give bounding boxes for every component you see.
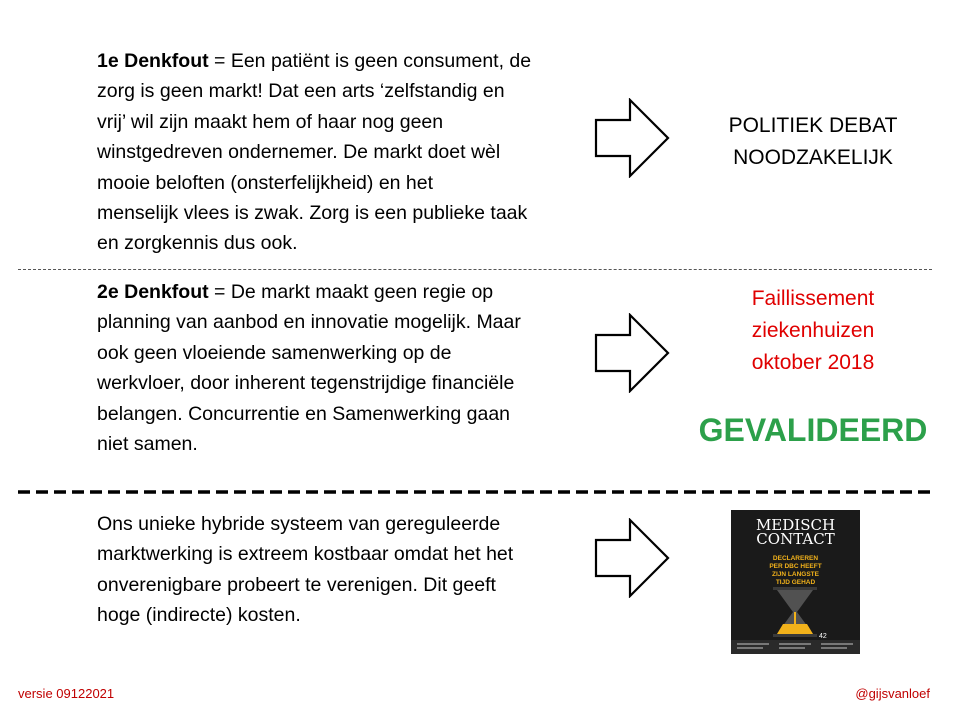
denkfout-2-label: 2e Denkfout bbox=[97, 281, 209, 303]
svg-text:DECLAREREN: DECLAREREN bbox=[772, 555, 819, 562]
arrow-right-icon bbox=[594, 518, 670, 598]
svg-text:PER DBC HEEFT: PER DBC HEEFT bbox=[769, 563, 822, 570]
svg-text:CONTACT: CONTACT bbox=[756, 530, 835, 548]
arrow-right-icon bbox=[594, 313, 670, 393]
svg-text:ZIJN LANGSTE: ZIJN LANGSTE bbox=[772, 571, 819, 578]
svg-text:42: 42 bbox=[819, 633, 827, 640]
denkfout-1-text: 1e Denkfout = Een patiënt is geen consument, de zorg is geen markt! Dat een arts ‘zelfstandig en vrij’ wil zijn maakt hem of haar nog geen winstgedreven ondernemer. De markt doet wèl mooie beloften (onsterfelijkheid) en het menselijk vlees is zwak. Zorg is een publieke taak en zorgkennis dus ook. bbox=[97, 50, 532, 255]
version-label: versie 09122021 bbox=[18, 686, 115, 701]
arrow-right-icon bbox=[594, 98, 670, 178]
svg-text:TIJD GEHAD: TIJD GEHAD bbox=[775, 579, 816, 586]
medisch-contact-cover bbox=[731, 510, 860, 654]
hybride-systeem-text: Ons unieke hybride systeem van gereguleerde marktwerking is extreem kostbaar omdat het het onverenigbare probeert te verenigen. Dit geeft hoge (indirecte) kosten. bbox=[97, 513, 514, 627]
denkfout-2-text: 2e Denkfout = De markt maakt geen regie op planning van aanbod en innovatie mogelijk. Maar ook geen vloeiende samenwerking op de werkvloer, door inherent tegenstrijdige financiële belangen. Concurrentie en Samenwerking gaan niet samen. bbox=[97, 281, 521, 456]
svg-text:MEDISCH: MEDISCH bbox=[755, 516, 836, 534]
thick-dashed-divider bbox=[18, 488, 932, 496]
result-faillissement: Faillissement ziekenhuizen oktober 2018 bbox=[751, 287, 875, 374]
result-politiek-debat: POLITIEK DEBAT NOODZAKELIJK bbox=[728, 114, 898, 169]
denkfout-1-label: 1e Denkfout bbox=[97, 50, 209, 72]
status-gevalideerd: GEVALIDEERD bbox=[698, 412, 928, 448]
thin-dashed-divider bbox=[18, 269, 932, 270]
twitter-handle: @gijsvanloef bbox=[855, 686, 930, 701]
